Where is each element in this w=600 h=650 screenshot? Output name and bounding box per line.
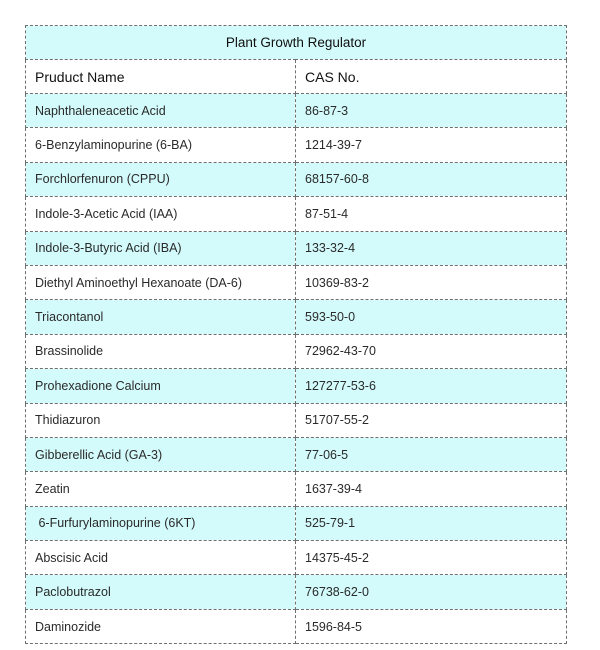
product-name-cell: Prohexadione Calcium [26,369,296,403]
column-header-product-name: Pruduct Name [26,60,296,94]
table-row [26,197,567,231]
product-name-cell: Brassinolide [26,334,296,368]
table-row [26,300,567,334]
cas-number-cell: 86-87-3 [296,94,567,128]
cas-number-cell: 51707-55-2 [296,403,567,437]
cas-number-cell: 525-79-1 [296,506,567,540]
cas-number-cell: 1637-39-4 [296,472,567,506]
product-name-cell: 6-Furfurylaminopurine (6KT) [26,506,296,540]
product-name-cell: Forchlorfenuron (CPPU) [26,162,296,196]
table-row [26,609,567,643]
table-row [26,265,567,299]
table-row [26,575,567,609]
product-name-cell: Gibberellic Acid (GA-3) [26,437,296,471]
product-name-cell: Zeatin [26,472,296,506]
table-row [26,437,567,471]
cas-number-cell: 127277-53-6 [296,369,567,403]
table-row [26,334,567,368]
cas-number-cell: 77-06-5 [296,437,567,471]
table-header-row [26,60,567,94]
product-name-cell: Thidiazuron [26,403,296,437]
table-row [26,162,567,196]
table-row [26,369,567,403]
table-title-row [26,26,567,60]
table-title: Plant Growth Regulator [26,26,567,60]
product-name-cell: Diethyl Aminoethyl Hexanoate (DA-6) [26,265,296,299]
cas-number-cell: 76738-62-0 [296,575,567,609]
product-name-cell: Indole-3-Butyric Acid (IBA) [26,231,296,265]
table-row [26,403,567,437]
cas-number-cell: 593-50-0 [296,300,567,334]
plant-growth-regulator-table-container [25,25,566,644]
table-row [26,541,567,575]
table-row [26,506,567,540]
cas-number-cell: 68157-60-8 [296,162,567,196]
product-name-cell: Indole-3-Acetic Acid (IAA) [26,197,296,231]
cas-number-cell: 87-51-4 [296,197,567,231]
column-header-cas-no: CAS No. [296,60,567,94]
table-row [26,231,567,265]
table-row [26,472,567,506]
product-name-cell: Naphthaleneacetic Acid [26,94,296,128]
cas-number-cell: 1596-84-5 [296,609,567,643]
cas-number-cell: 14375-45-2 [296,541,567,575]
table-row [26,128,567,162]
product-name-cell: Abscisic Acid [26,541,296,575]
cas-number-cell: 1214-39-7 [296,128,567,162]
table-row [26,94,567,128]
plant-growth-regulator-table [25,25,567,644]
cas-number-cell: 10369-83-2 [296,265,567,299]
cas-number-cell: 72962-43-70 [296,334,567,368]
cas-number-cell: 133-32-4 [296,231,567,265]
product-name-cell: 6-Benzylaminopurine (6-BA) [26,128,296,162]
product-name-cell: Daminozide [26,609,296,643]
product-name-cell: Paclobutrazol [26,575,296,609]
product-name-cell: Triacontanol [26,300,296,334]
